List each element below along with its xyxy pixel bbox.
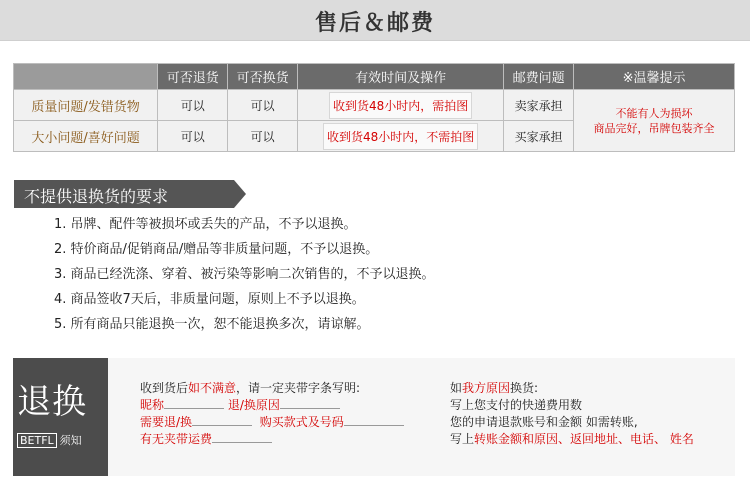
style-size-label: 购买款式及号码 [259,415,344,429]
fault-line-3 [450,431,694,448]
row-label: 质量问题/发错货物 [14,90,158,121]
action-text: 收到货48小时内，不需拍图 [323,123,478,150]
tips-note [574,90,735,152]
intro-text-end: ，请一定夹带字条写明: [236,381,361,395]
return-notice-badge [13,358,108,476]
note-line-1 [140,397,404,414]
reason-label: 退/换原因 [227,398,280,412]
list-item: 2. 特价商品/促销商品/赠品等非质量问题，不予以退换。 [54,242,379,257]
table-row [14,90,735,121]
intro-text: 收到货后 [140,381,189,395]
brand-mark: BETFL [17,433,57,448]
blank-line [280,408,340,409]
fault-line-2: 您的申请退款账号和金额 如需转账, [450,415,638,429]
table-header-blank [14,64,158,90]
page-title: 售后＆邮费 [314,11,435,36]
list-item: 1. 吊牌、配件等被损坏或丢失的产品，不予以退换。 [54,217,357,232]
action-text: 收到货48小时内，需拍图 [329,92,472,119]
blank-line [192,425,252,426]
nickname-label: 昵称 [140,398,165,412]
badge-title: 退换 [17,382,87,422]
table-header-tips: ※温馨提示 [574,64,735,90]
tips-line-2: 商品完好，吊牌包装齐全 [593,121,715,135]
cell-action [298,121,504,152]
fault-intro-text: 如 [450,381,463,395]
table-header-action: 有效时间及操作 [298,64,504,90]
badge-small-text: 须知 [59,434,82,447]
need-label: 需要退/换 [140,415,193,429]
fault-intro [450,380,694,397]
list-item: 5. 所有商品只能退换一次，恕不能退换多次，请谅解。 [54,317,370,332]
fault-line-3-highlight: 转账金额和原因、返回地址、电话、 姓名 [474,432,694,446]
cell-exchangeable: 可以 [228,90,298,121]
table-header-shipping: 邮费问题 [504,64,574,90]
fault-line-3-start: 写上 [450,432,475,446]
section-heading [14,180,234,208]
cell-exchangeable: 可以 [228,121,298,152]
note-line-2 [140,414,404,431]
return-note-instructions [140,380,404,448]
blank-line [164,408,224,409]
table-header-exchangeable: 可否换货 [228,64,298,90]
freight-label: 有无夹带运费 [140,432,213,446]
tips-line-1: 不能有人为损坏 [615,106,693,120]
fault-intro-end: 换货: [510,381,539,395]
badge-subtitle [17,432,82,448]
note-intro [140,380,404,397]
blank-line [212,442,272,443]
table-header-row [14,64,735,90]
cell-action [298,90,504,121]
intro-highlight: 如不满意 [188,381,237,395]
row-label: 大小问题/喜好问题 [14,121,158,152]
blank-line [344,425,404,426]
policy-table [13,63,735,152]
list-item: 3. 商品已经洗涤、穿着、被污染等影响二次销售的，不予以退换。 [54,267,435,282]
cell-shipping: 买家承担 [504,121,574,152]
list-item: 4. 商品签收7天后，非质量问题，原则上不予以退换。 [54,292,365,307]
our-fault-instructions [450,380,694,448]
note-line-3 [140,431,404,448]
cell-returnable: 可以 [158,90,228,121]
cell-returnable: 可以 [158,121,228,152]
fault-line-1: 写上您支付的快递费用数 [450,398,583,412]
title-banner [0,0,750,41]
fault-highlight: 我方原因 [462,381,511,395]
table-header-returnable: 可否退货 [158,64,228,90]
cell-shipping: 卖家承担 [504,90,574,121]
no-return-rules-list [54,212,435,337]
section-heading-text: 不提供退换货的要求 [24,187,169,206]
